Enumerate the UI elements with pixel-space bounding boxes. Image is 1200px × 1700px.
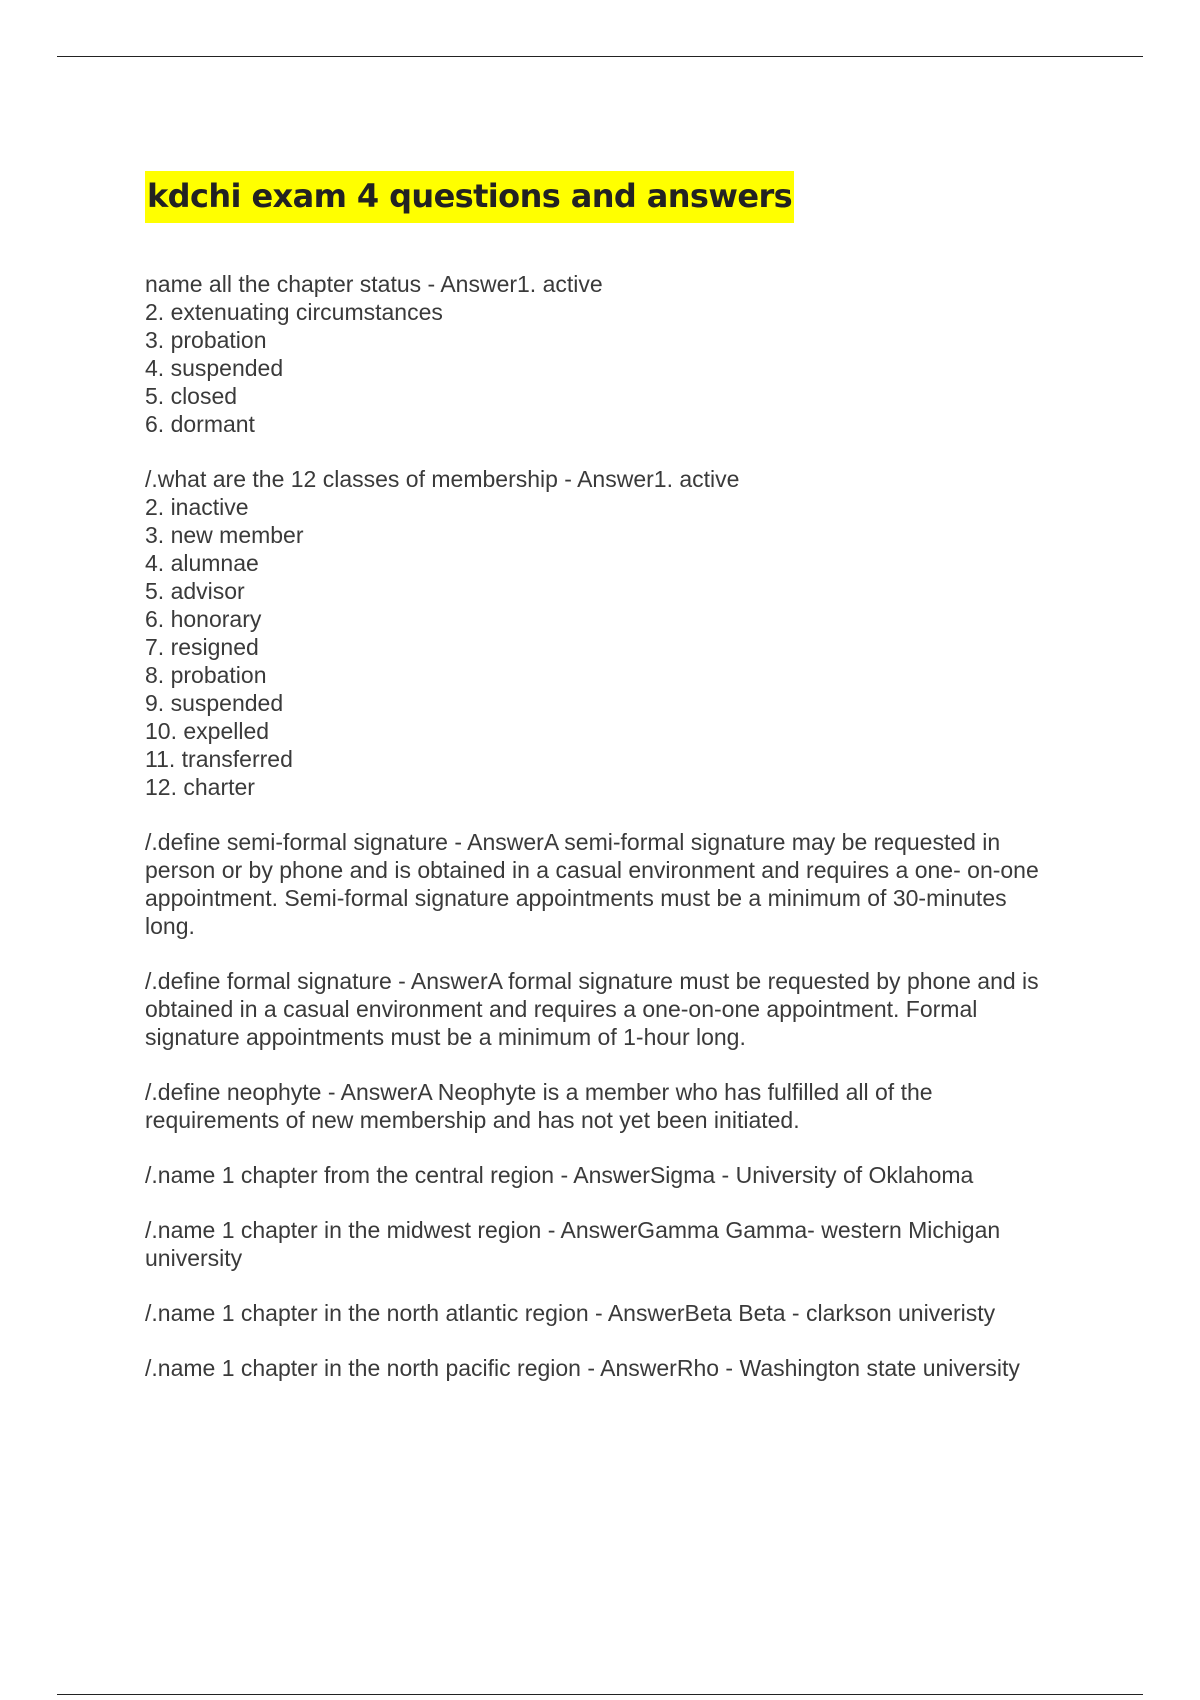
qa-line: 2. inactive [145, 494, 249, 520]
qa-line: 7. resigned [145, 634, 259, 660]
qa-line: person or by phone and is obtained in a casual environment and requires a one- on-one [145, 857, 1039, 883]
qa-line: 8. probation [145, 662, 267, 688]
qa-line: 9. suspended [145, 690, 284, 716]
qa-line: /.define formal signature - AnswerA formal signature must be requested by phone and is [145, 968, 1039, 994]
qa-line: 3. new member [145, 522, 304, 548]
qa-line: /.name 1 chapter in the north pacific region - AnswerRho - Washington state university [145, 1355, 1020, 1381]
qa-line: requirements of new membership and has not yet been initiated. [145, 1107, 800, 1133]
qa-item-chapter-status [145, 270, 1095, 438]
qa-item-semi-formal-signature [145, 828, 1095, 940]
qa-line: /.define semi-formal signature - AnswerA semi-formal signature may be requested in [145, 829, 1001, 855]
qa-line: 4. suspended [145, 355, 284, 381]
qa-item-north-atlantic-region [145, 1299, 1095, 1327]
qa-line: signature appointments must be a minimum of 1-hour long. [145, 1024, 746, 1050]
qa-line: 5. closed [145, 383, 238, 409]
qa-line: name all the chapter status - Answer1. active [145, 271, 603, 297]
qa-list [145, 270, 1095, 1409]
qa-line: university [145, 1245, 243, 1271]
qa-line: 10. expelled [145, 718, 270, 744]
qa-line: 3. probation [145, 327, 267, 353]
top-rule [57, 56, 1143, 57]
qa-item-neophyte [145, 1078, 1095, 1134]
qa-line: /.define neophyte - AnswerA Neophyte is a member who has fulfilled all of the [145, 1079, 933, 1105]
qa-line: appointment. Semi-formal signature appointments must be a minimum of 30-minutes [145, 885, 1007, 911]
qa-item-central-region [145, 1161, 1095, 1189]
qa-item-membership-classes [145, 465, 1095, 801]
qa-line: 6. dormant [145, 411, 255, 437]
qa-item-formal-signature [145, 967, 1095, 1051]
qa-line: /.name 1 chapter in the north atlantic region - AnswerBeta Beta - clarkson univeristy [145, 1300, 996, 1326]
qa-line: /.what are the 12 classes of membership - Answer1. active [145, 466, 740, 492]
qa-line: long. [145, 913, 195, 939]
qa-line: 4. alumnae [145, 550, 259, 576]
bottom-rule [57, 1694, 1143, 1695]
qa-line: 11. transferred [145, 746, 293, 772]
qa-line: 5. advisor [145, 578, 245, 604]
qa-item-midwest-region [145, 1216, 1095, 1272]
qa-line: 12. charter [145, 774, 255, 800]
qa-item-north-pacific-region [145, 1354, 1095, 1382]
qa-line: obtained in a casual environment and requires a one-on-one appointment. Formal [145, 996, 978, 1022]
qa-line: 6. honorary [145, 606, 262, 632]
qa-line: 2. extenuating circumstances [145, 299, 443, 325]
qa-line: /.name 1 chapter in the midwest region - AnswerGamma Gamma- western Michigan [145, 1217, 1001, 1243]
document-title: kdchi exam 4 questions and answers [145, 171, 794, 223]
qa-line: /.name 1 chapter from the central region - AnswerSigma - University of Oklahoma [145, 1162, 974, 1188]
